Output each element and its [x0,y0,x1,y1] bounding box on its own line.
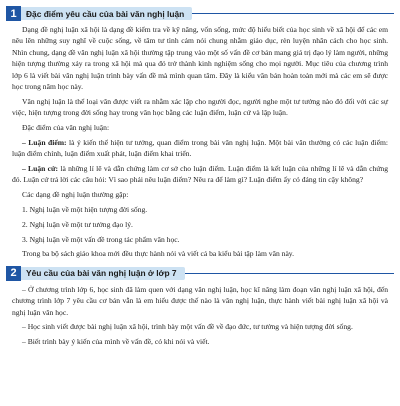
paragraph: Dạng đề nghị luận xã hội là dạng đề kiểm tra về kỹ năng, vốn sống, mức độ hiểu biết của học sinh về xã hội để các em nêu lên những suy nghĩ về cuộc sống, về tâm tư tình cảm nói chung nhằm giáo dục, rèn luyện nhân cách cho học sinh. Nhìn chung, dạng đề văn nghị luận xã hội thường tập trung vào một số vấn đề cơ bản mang giá trị đạo lý làm người, những hiện tượng thường xảy ra trong xã hội mà qua đó trở thành kinh nghiệm sống cho mọi người. Mục tiêu của chương trình lớp 6 là viết bài văn nghị luận trình bày vấn đề mà mình quan tâm. Đây là kiểu văn bản hoàn toàn mới mà các em sẽ được học trong năm học này. [12,25,388,92]
section-2-title: Yêu cầu của bài văn nghị luận ở lớp 7 [21,267,185,280]
section-2-header [6,266,394,281]
paragraph: – Học sinh viết được bài nghị luận xã hội, trình bày một vấn đề về đạo đức, tư tưởng và hiện tượng đời sống. [22,322,353,332]
section-1-number-badge: 1 [6,6,21,21]
list-item: 3. Nghị luận về một vấn đề trong tác phẩm văn học. [22,234,180,244]
paragraph: Văn nghị luận là thể loại văn được viết ra nhằm xác lập cho người đọc, người nghe một tư tưởng nào đó đối với các sự việc, hiện tượng trong đời sống hay trong văn học bằng các luận điểm, luận cứ và lập luận. [12,96,388,118]
luan-cu-text: là những lí lẽ và dẫn chứng làm cơ sở cho luận điểm. Luận điểm là kết luận của những lí lẽ và dẫn chứng đó. Luận cứ trả lời các câu hỏi: Vì sao phải nêu luận điểm? Nêu ra để làm gì? Luận điểm ấy có đáng tin cậy không? [12,164,389,185]
luan-diem-text: là ý kiến thể hiện tư tưởng, quan điểm trong bài văn nghị luận. Một bài văn thường có các luận điểm: luận điểm chính, luận điểm xuất phát, luận điểm khai triển. [12,137,389,159]
section-1-rule [192,13,394,14]
section-2-number-badge: 2 [6,266,21,281]
closing-paragraph: Trong ba bộ sách giáo khoa mới đều thực hành nói và viết cả ba kiểu bài tập làm văn này. [22,249,295,259]
list-item: 2. Nghị luận về một tư tưởng đạo lý. [22,219,133,229]
section-1-body [6,24,394,260]
section-1-header [6,6,394,21]
paragraph: – Ở chương trình lớp 6, học sinh đã làm quen với dạng văn nghị luận, học kĩ năng làm đoạn văn nghị luận xã hội, đến chương trình lớp 7 yêu cầu cơ bản vẫn là em hiểu được thế nào là văn nghị luận, thực hành viết bài nghị luận xã hội và nghị luận văn học. [12,284,388,317]
section-2-body [6,284,394,348]
paragraph: – Biết trình bày ý kiến của mình về vấn đề, có khi nói và viết. [22,337,210,347]
luan-cu-item [12,163,388,186]
document-page [0,6,400,406]
list-item: 1. Nghị luận về một hiện tượng đời sống. [22,205,148,215]
luan-cu-label: – Luận cứ: [22,164,59,174]
luan-diem-item [12,137,388,160]
section-2-rule [185,273,394,274]
paragraph: Đặc điểm của văn nghị luận: [22,123,110,133]
common-types-intro: Các dạng đề nghị luận thường gặp: [22,190,129,200]
luan-diem-label: – Luận điểm: [22,137,67,147]
section-1-title: Đặc điểm yêu cầu của bài văn nghị luận [21,7,192,20]
